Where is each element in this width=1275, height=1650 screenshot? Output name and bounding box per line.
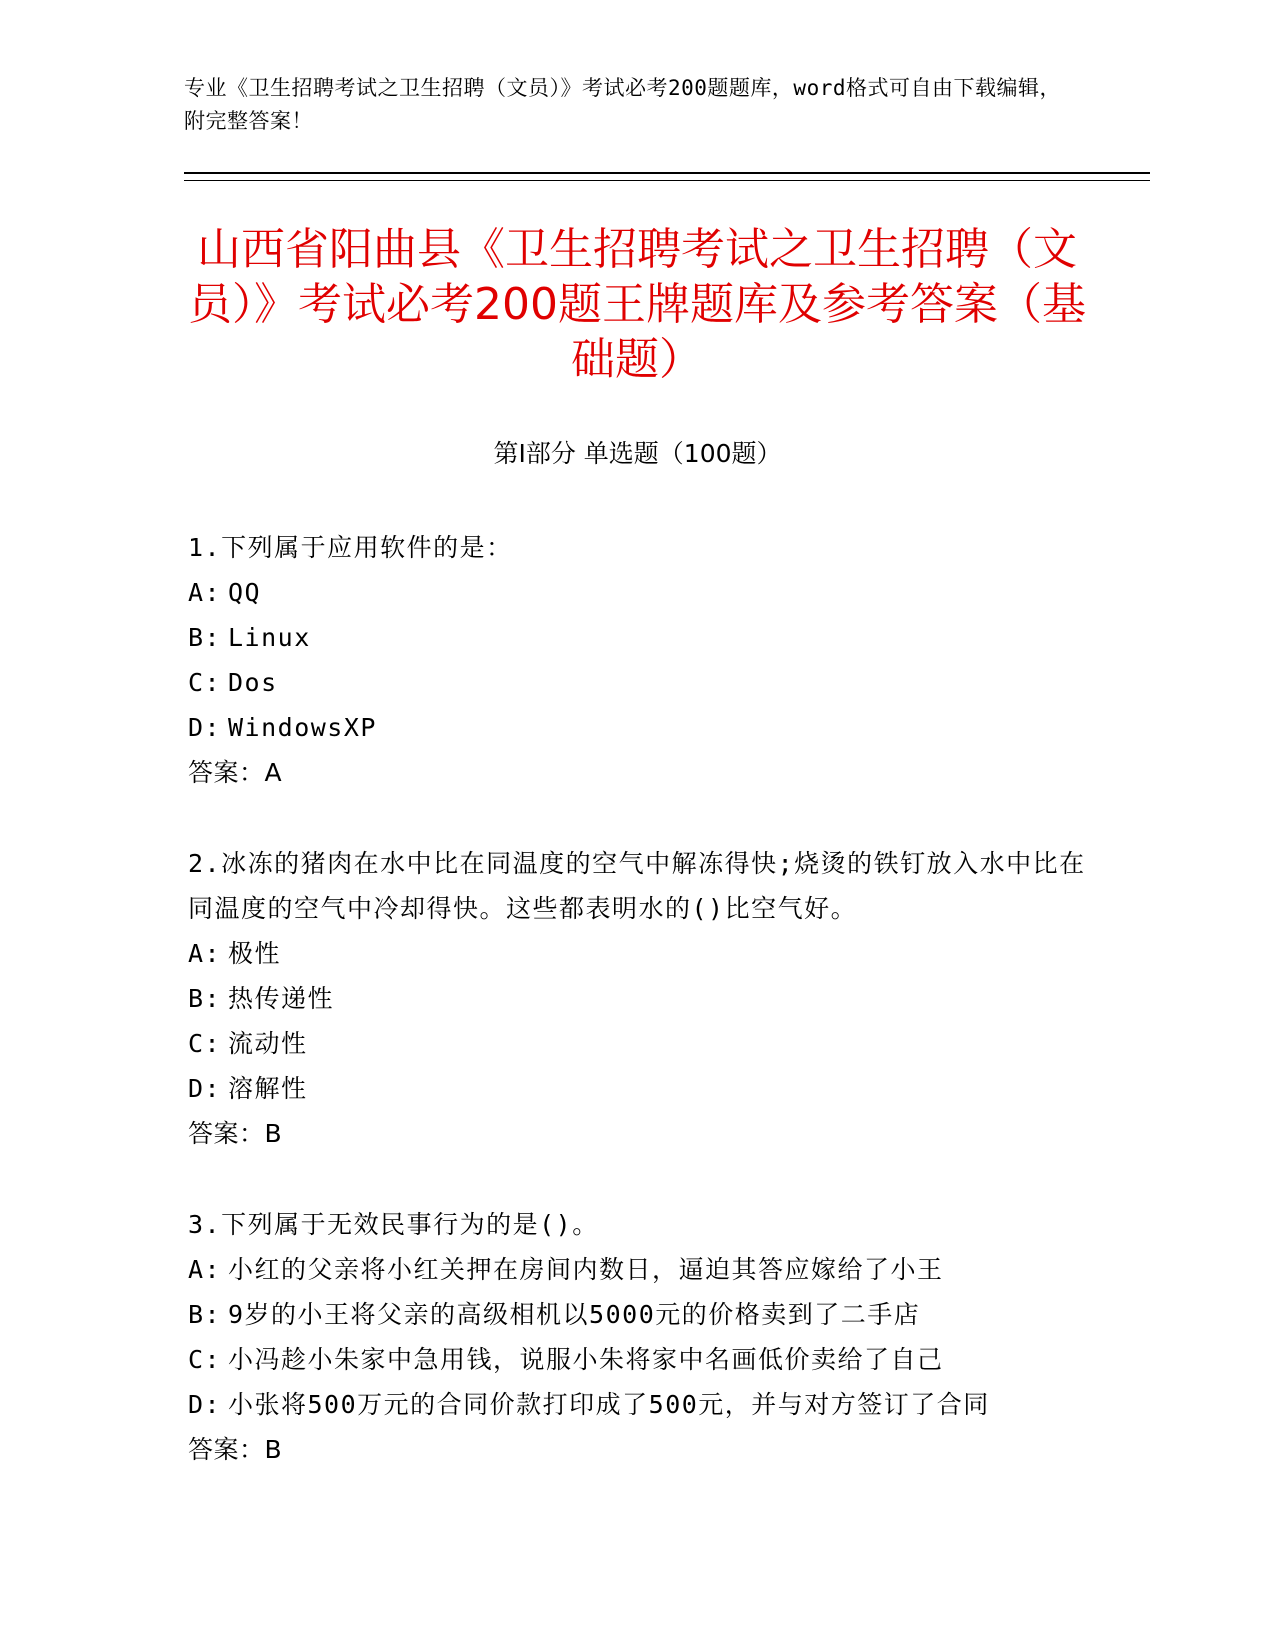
option-b [188, 1292, 1088, 1337]
option-label: C: [188, 668, 222, 697]
option-c [188, 1021, 1088, 1066]
option-label: A: [188, 1255, 222, 1284]
question-stem: 2.冰冻的猪肉在水中比在同温度的空气中解冻得快;烧烫的铁钉放入水中比在同温度的空气中冷却得快。这些都表明水的()比空气好。 [188, 849, 1086, 923]
question-stem: 3.下列属于无效民事行为的是()。 [188, 1210, 599, 1239]
question-2 [188, 841, 1088, 1156]
option-text: 小冯趁小朱家中急用钱，说服小朱将家中名画低价卖给了自己 [228, 1345, 944, 1374]
option-label: B: [188, 984, 222, 1013]
option-text: 热传递性 [228, 984, 335, 1013]
option-c [188, 660, 1088, 705]
header-divider-thick [184, 172, 1150, 174]
answer: 答案：B [188, 1435, 283, 1464]
option-text: Dos [228, 668, 278, 697]
question-stem: 1.下列属于应用软件的是： [188, 533, 513, 562]
question-3 [188, 1202, 1088, 1472]
option-text: 流动性 [228, 1029, 308, 1058]
option-label: C: [188, 1345, 222, 1374]
option-d [188, 1382, 1088, 1427]
question-1 [188, 525, 1088, 795]
option-text: 极性 [228, 939, 282, 968]
section-title: 第I部分 单选题（100题） [493, 439, 782, 468]
option-label: D: [188, 713, 222, 742]
option-label: A: [188, 939, 222, 968]
option-label: D: [188, 1074, 222, 1103]
option-label: A: [188, 578, 222, 607]
option-label: C: [188, 1029, 222, 1058]
answer: 答案：A [188, 758, 283, 787]
option-a [188, 1247, 1088, 1292]
question-list [188, 525, 1088, 1518]
option-b [188, 976, 1088, 1021]
option-text: Linux [228, 623, 311, 652]
option-label: B: [188, 623, 222, 652]
option-c [188, 1337, 1088, 1382]
header-divider-thin [184, 180, 1150, 181]
option-label: B: [188, 1300, 222, 1329]
option-text: 9岁的小王将父亲的高级相机以5000元的价格卖到了二手店 [228, 1300, 921, 1329]
document-title: 山西省阳曲县《卫生招聘考试之卫生招聘（文员）》考试必考200题王牌题库及参考答案（基础题） [188, 224, 1086, 385]
option-text: 溶解性 [228, 1074, 308, 1103]
header-note: 专业《卫生招聘考试之卫生招聘（文员）》考试必考200题题库，word格式可自由下载编辑，附完整答案！ [184, 76, 1061, 133]
option-a [188, 570, 1088, 615]
option-text: 小红的父亲将小红关押在房间内数日，逼迫其答应嫁给了小王 [228, 1255, 944, 1284]
option-d [188, 1066, 1088, 1111]
option-text: QQ [228, 578, 262, 607]
option-text: 小张将500万元的合同价款打印成了500元，并与对方签订了合同 [228, 1390, 990, 1419]
option-label: D: [188, 1390, 222, 1419]
option-text: WindowsXP [228, 713, 377, 742]
option-d [188, 705, 1088, 750]
option-b [188, 615, 1088, 660]
answer: 答案：B [188, 1119, 283, 1148]
option-a [188, 931, 1088, 976]
